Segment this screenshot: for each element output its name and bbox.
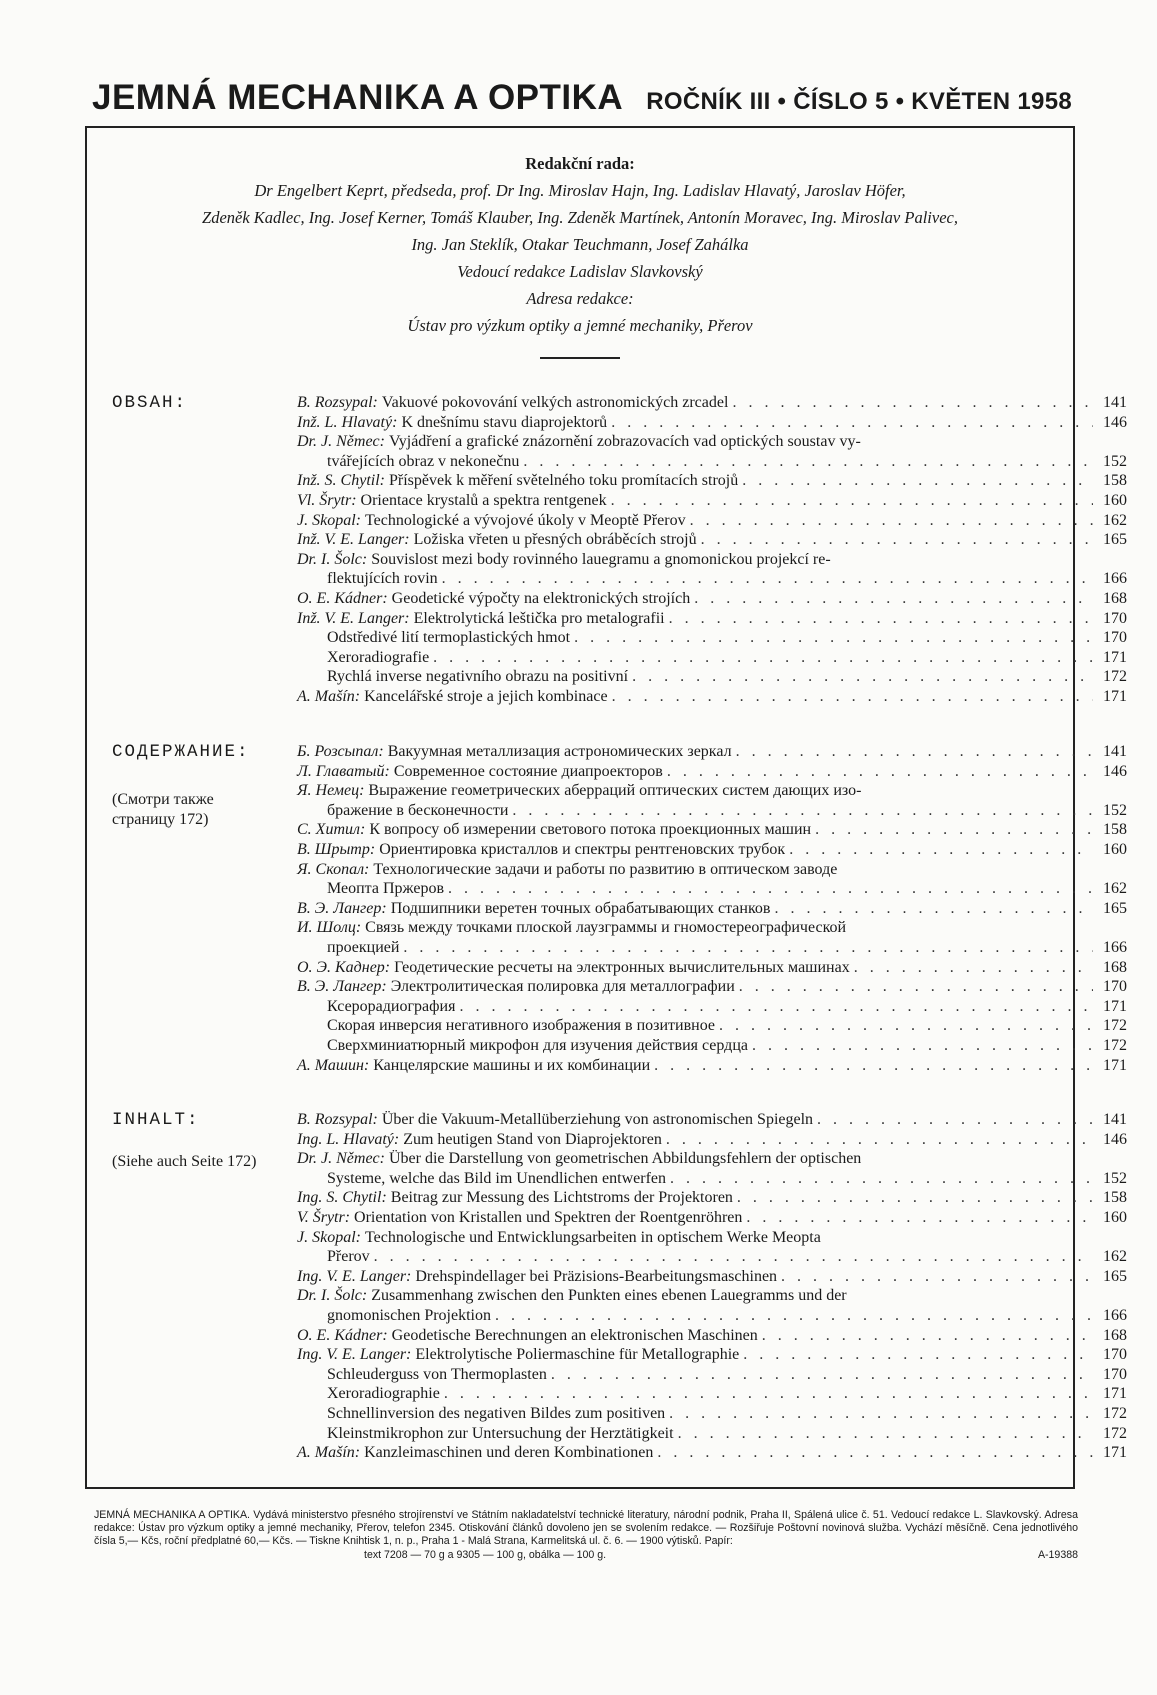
entry-title: К вопросу об измерении светового потока проекционных машин [369, 821, 812, 839]
toc-entry [297, 1130, 1127, 1150]
entry-author: И. Шолц: [297, 919, 362, 937]
dot-leader [678, 1424, 1093, 1444]
entry-title: Zusammenhang zwischen den Punkten eines ebenen Lauegramms und der [371, 1287, 847, 1305]
entry-author: O. E. Kádner: [297, 1326, 388, 1344]
toc-entry [297, 781, 1127, 801]
entry-title: Сверхминиатюрный микрофон для изучения действия сердца [327, 1036, 748, 1054]
toc-entry [297, 1110, 1127, 1130]
dot-leader [632, 667, 1093, 687]
dot-leader [374, 1247, 1093, 1267]
dot-leader [815, 820, 1093, 840]
entry-title: Příspěvek k měření světelného toku promítacích strojů [389, 472, 739, 490]
entry-page: 170 [1103, 609, 1127, 627]
toc-entry [297, 1326, 1127, 1346]
toc-entry [297, 762, 1127, 782]
toc-entry [297, 1384, 1127, 1404]
toc-entry [297, 550, 1127, 570]
entry-author: Dr. I. Šolc: [297, 1287, 368, 1305]
entry-page: 171 [1103, 1385, 1127, 1403]
entry-title: Kanzleimaschinen und deren Kombinationen [364, 1444, 654, 1462]
entry-title: Геодетические pесчеты на электронных вычислительных машинах [394, 958, 850, 976]
entry-author: А. Машин: [297, 1056, 370, 1074]
entry-author: Inž. L. Hlavatý: [297, 413, 398, 431]
editorial-board [100, 150, 1060, 359]
toc-entry [297, 393, 1127, 413]
entry-page: 172 [1103, 1424, 1127, 1442]
toc-entry [297, 840, 1127, 860]
dot-leader [512, 801, 1093, 821]
entry-page: 165 [1103, 531, 1127, 549]
entry-title: Technologische und Entwicklungsarbeiten in optischem Werke Meopta [364, 1228, 821, 1246]
entry-author: A. Mašín: [297, 1444, 361, 1462]
board-line: Ing. Jan Steklík, Otakar Teuchmann, Josef Zahálka [411, 235, 749, 254]
dot-leader [817, 1110, 1093, 1130]
dot-leader [762, 1326, 1093, 1346]
entry-title: Orientation von Kristallen und Spektren der Roentgenröhren [354, 1208, 743, 1226]
toc-entry [297, 820, 1127, 840]
toc-entry [297, 1228, 1127, 1248]
toc-entry [297, 1036, 1127, 1056]
board-line: Ústav pro výzkum optiky a jemné mechaniky, Přerov [407, 316, 753, 335]
section-note: (Смотри также страницу 172) [112, 791, 214, 828]
dot-leader [743, 1345, 1093, 1365]
entry-author: O. E. Kádner: [297, 589, 388, 607]
dot-leader [448, 879, 1093, 899]
entry-title: gnomonischen Projektion [327, 1306, 491, 1324]
entry-author: Ing. S. Chytil: [297, 1189, 387, 1207]
entry-page: 168 [1103, 1326, 1127, 1344]
entry-author: Inž. V. E. Langer: [297, 531, 410, 549]
entry-author: B. Rozsypal: [297, 1111, 378, 1128]
toc-entry [297, 648, 1127, 668]
entry-page: 166 [1103, 938, 1127, 956]
entry-page: 171 [1103, 648, 1127, 666]
dot-leader [669, 1404, 1093, 1424]
entry-title: Odstředivé lití termoplastických hmot [327, 629, 571, 647]
entry-page: 171 [1103, 687, 1127, 705]
entry-author: В. Шрытр: [297, 840, 376, 858]
toc-entry [297, 801, 1127, 821]
board-line: Adresa redakce: [526, 289, 634, 308]
entry-title: Ložiska vřeten u přesných obráběcích strojů [413, 531, 697, 549]
entry-title: Вакуумная металлизация астрономических зеркал [387, 743, 732, 760]
entry-title: K dnešnímu stavu diaprojektorů [401, 413, 608, 431]
dot-leader [611, 413, 1093, 433]
dot-leader [666, 1130, 1093, 1150]
dot-leader [690, 511, 1093, 531]
dot-leader [433, 648, 1093, 668]
entry-author: В. Э. Лангер: [297, 978, 387, 996]
entry-title: Ориентировка кристаллов и спектры рентгеновских трубок [379, 840, 786, 858]
toc-entry [297, 879, 1127, 899]
entry-page: 152 [1103, 801, 1127, 819]
entry-title: Schleuderguss von Thermoplasten [327, 1365, 547, 1383]
entry-page: 141 [1103, 1111, 1127, 1128]
entry-page: 170 [1103, 978, 1127, 996]
entry-title: Beitrag zur Messung des Lichtstroms der Projektoren [390, 1189, 733, 1207]
entry-author: Б. Розсыпал: [297, 743, 384, 760]
entry-page: 160 [1103, 1208, 1127, 1226]
entry-page: 158 [1103, 821, 1127, 839]
entry-page: 160 [1103, 840, 1127, 858]
toc-entry [297, 1188, 1127, 1208]
dot-leader [746, 1208, 1093, 1228]
dot-leader [574, 628, 1093, 648]
entry-title: Выражение геометрических аберраций оптических систем дающих изо- [368, 782, 862, 800]
dot-leader [551, 1365, 1093, 1385]
toc-entry [297, 742, 1127, 762]
toc-entry [297, 1443, 1127, 1463]
entry-page: 160 [1103, 491, 1127, 509]
entry-author: B. Rozsypal: [297, 394, 378, 411]
entry-author: Dr. I. Šolc: [297, 550, 368, 568]
entry-author: О. Э. Каднер: [297, 958, 391, 976]
entry-title: tvářejících obraz v nekonečnu [327, 452, 520, 470]
board-line: Zdeněk Kadlec, Ing. Josef Kerner, Tomáš Klauber, Ing. Zdeněk Martínek, Antonín Moravec, Ing. Miroslav Palivec, [202, 208, 958, 227]
entry-page: 172 [1103, 668, 1127, 686]
entry-author: Я. Немец: [297, 782, 365, 800]
entry-page: 166 [1103, 570, 1127, 588]
toc-entry [297, 1208, 1127, 1228]
entry-title: Ксерорадиография [327, 997, 456, 1015]
entry-title: Elektrolytická leštička pro metalografii [413, 609, 665, 627]
entry-title: Geodetické výpočty na elektronických strojích [391, 589, 691, 607]
entry-author: J. Skopal: [297, 1228, 361, 1246]
toc-entry [297, 471, 1127, 491]
toc-entry [297, 958, 1127, 978]
colophon-last-line [94, 1549, 1078, 1562]
entry-title: Xeroradiografie [327, 648, 430, 666]
entry-page: 146 [1103, 1130, 1127, 1148]
entry-title: Электролитическая полировка для металлографии [390, 978, 735, 996]
entry-page: 165 [1103, 1267, 1127, 1285]
entry-title: Канцелярские машины и их комбинации [373, 1056, 651, 1074]
dot-leader [612, 687, 1093, 707]
divider [540, 357, 620, 359]
dot-leader [732, 393, 1093, 413]
entry-title: Přerov [327, 1248, 370, 1266]
toc-entry [297, 569, 1127, 589]
entry-page: 162 [1103, 511, 1127, 529]
entry-title: Zum heutigen Stand von Diaprojektoren [403, 1130, 662, 1148]
paper-spec: text 7208 — 70 g a 9305 — 100 g, obálka — 100 g. [364, 1548, 607, 1561]
dot-leader [654, 1056, 1093, 1076]
dot-leader [736, 742, 1093, 762]
entry-page: 141 [1103, 743, 1127, 760]
entry-author: Vl. Šrytr: [297, 491, 357, 509]
toc-entry [297, 687, 1127, 707]
toc-entry [297, 452, 1127, 472]
entry-page: 172 [1103, 1017, 1127, 1035]
entry-author: Ing. V. E. Langer: [297, 1346, 412, 1364]
entry-author: Dr. J. Němec: [297, 433, 385, 451]
toc-entry [297, 432, 1127, 452]
entry-title: Kleinstmikrophon zur Untersuchung der Herztätigkeit [327, 1424, 674, 1442]
dot-leader [459, 997, 1093, 1017]
toc-entry [297, 511, 1127, 531]
entry-page: 166 [1103, 1306, 1127, 1324]
entry-author: Inž. S. Chytil: [297, 472, 385, 490]
toc-entry [297, 1365, 1127, 1385]
entry-page: 172 [1103, 1036, 1127, 1054]
dot-leader [694, 589, 1093, 609]
section-heading: СОДЕРЖАНИЕ: [112, 742, 250, 762]
entry-title: Systeme, welche das Bild im Unendlichen entwerfen [327, 1169, 667, 1187]
entry-page: 172 [1103, 1404, 1127, 1422]
issue-info: ROČNÍK III • ČÍSLO 5 • KVĚTEN 1958 [646, 88, 1072, 115]
toc-entry [297, 589, 1127, 609]
dot-leader [667, 762, 1093, 782]
entry-author: Ing. V. E. Langer: [297, 1267, 412, 1285]
journal-title: JEMNÁ MECHANIKA A OPTIKA [92, 78, 624, 117]
section-note: (Siehe auch Seite 172) [112, 1153, 257, 1170]
entry-title: Geodetische Berechnungen an elektronischen Maschinen [391, 1326, 758, 1344]
dot-leader [789, 840, 1093, 860]
dot-leader [657, 1443, 1093, 1463]
toc-entry [297, 413, 1127, 433]
entry-author: Dr. J. Němec: [297, 1150, 385, 1168]
dot-leader [781, 1267, 1093, 1287]
toc-entry [297, 977, 1127, 997]
entry-author: Л. Главатый: [297, 762, 390, 780]
entry-title: Скорая инверсия негативного изображения в позитивное [327, 1017, 715, 1035]
colophon [94, 1509, 1078, 1562]
entry-page: 165 [1103, 899, 1127, 917]
entry-page: 152 [1103, 452, 1127, 470]
entry-title: Меопта Пржеров [327, 880, 445, 898]
section-heading: INHALT: [112, 1110, 200, 1130]
entry-title: бражение в бесконечности [327, 801, 509, 819]
entry-title: Technologické a vývojové úkoly v Meoptě Přerov [364, 511, 686, 529]
entry-page: 162 [1103, 1248, 1127, 1266]
entry-page: 170 [1103, 1365, 1127, 1383]
dot-leader [611, 491, 1093, 511]
entry-title: Über die Darstellung von geometrischen Abbildungsfehlern der optischen [388, 1150, 862, 1168]
entry-author: В. Э. Лангер: [297, 899, 387, 917]
entry-page: 158 [1103, 1189, 1127, 1207]
entry-title: Vakuové pokovování velkých astronomických zrcadel [381, 394, 729, 411]
toc-entry [297, 1306, 1127, 1326]
dot-leader [670, 1169, 1093, 1189]
board-heading: Redakční rada: [525, 154, 635, 173]
toc-entry [297, 1286, 1127, 1306]
entry-page: 170 [1103, 629, 1127, 647]
dot-leader [669, 609, 1093, 629]
dot-leader [523, 452, 1093, 472]
entry-title: Связь между точками плоской лаузграммы и гномостереографической [365, 919, 847, 937]
dot-leader [737, 1188, 1093, 1208]
toc-entry [297, 1016, 1127, 1036]
dot-leader [444, 1384, 1093, 1404]
dot-leader [495, 1306, 1093, 1326]
entry-title: flektujících rovin [327, 570, 438, 588]
masthead [92, 78, 1072, 118]
board-line: Vedoucí redakce Ladislav Slavkovský [457, 262, 703, 281]
entry-page: 171 [1103, 1444, 1127, 1462]
entry-author: Ing. L. Hlavatý: [297, 1130, 400, 1148]
entry-page: 146 [1103, 413, 1127, 431]
dot-leader [403, 938, 1093, 958]
entry-page: 168 [1103, 589, 1127, 607]
entry-author: Inž. V. E. Langer: [297, 609, 410, 627]
toc-entry [297, 1247, 1127, 1267]
entry-author: Я. Скопал: [297, 860, 370, 878]
entry-page: 158 [1103, 472, 1127, 490]
entry-author: С. Хитил: [297, 821, 366, 839]
toc-entry [297, 1056, 1127, 1076]
entry-page: 171 [1103, 1056, 1127, 1074]
toc-list [297, 393, 1127, 707]
colophon-text: JEMNÁ MECHANIKA A OPTIKA. Vydává ministerstvo přesného strojírenství ve Státním nakladatelství technické literatury, národní podnik, Praha II, Spálená ulice č. 51. Vedoucí redakce L. Slavkovský. Adresa redakce: Ústav pro výzkum optiky a jemné mechaniky, Přerov, telefon 2345. Otiskování článků dovoleno jen se svolením redakce. — Rozšiřuje Poštovní novinová služba. Vychází měsíčně. Cena jednotlivého čísla 5,— Kčs, roční předplatné 60,— Kčs. — Tiskne Knihtisk 1, n. p., Praha 1 - Malá Strana, Karmelitská ul. č. 6. — 1900 výtisků. Papír: [94, 1509, 1078, 1548]
entry-page: 170 [1103, 1346, 1127, 1364]
entry-author: A. Mašín: [297, 687, 361, 705]
entry-title: Drehspindellager bei Präzisions-Bearbeitungsmaschinen [415, 1267, 778, 1285]
toc-entry [297, 1345, 1127, 1365]
entry-title: Elektrolytische Poliermaschine für Metallographie [415, 1346, 740, 1364]
toc-entry [297, 1404, 1127, 1424]
entry-title: Schnellinversion des negativen Bildes zum positiven [327, 1404, 666, 1422]
toc-entry [297, 938, 1127, 958]
entry-page: 146 [1103, 762, 1127, 780]
dot-leader [442, 569, 1093, 589]
toc-entry [297, 1424, 1127, 1444]
dot-leader [701, 530, 1093, 550]
entry-title: Kancelářské stroje a jejich kombinace [364, 687, 608, 705]
toc-entry [297, 491, 1127, 511]
toc-entry [297, 1267, 1127, 1287]
dot-leader [854, 958, 1093, 978]
entry-title: Vyjádření a grafické znázornění zobrazovacích vad optických soustav vy- [388, 433, 861, 451]
entry-title: Технологические задачи и работы по развитию в оптическом заводе [373, 860, 838, 878]
entry-title: Подшипники веретен точных обрабатывающих станков [390, 899, 771, 917]
entry-page: 168 [1103, 958, 1127, 976]
toc-entry [297, 918, 1127, 938]
toc-list [297, 1110, 1127, 1463]
entry-title: Rychlá inverse negativního obrazu na positivní [327, 668, 629, 686]
entry-title: Orientace krystalů a spektra rentgenek [360, 491, 607, 509]
toc-entry [297, 860, 1127, 880]
board-line: Dr Engelbert Keprt, předseda, prof. Dr Ing. Miroslav Hajn, Ing. Ladislav Hlavatý, Jaroslav Höfer, [254, 181, 906, 200]
entry-page: 152 [1103, 1169, 1127, 1187]
toc-entry [297, 1169, 1127, 1189]
entry-page: 141 [1103, 394, 1127, 411]
toc-entry [297, 1149, 1127, 1169]
entry-title: Современное состояние диапроекторов [393, 762, 663, 780]
entry-page: 162 [1103, 880, 1127, 898]
toc-entry [297, 899, 1127, 919]
toc-entry [297, 628, 1127, 648]
toc-entry [297, 667, 1127, 687]
entry-page: 171 [1103, 997, 1127, 1015]
entry-author: V. Šrytr: [297, 1208, 351, 1226]
entry-title: проекцией [327, 938, 400, 956]
toc-entry [297, 609, 1127, 629]
section-heading: OBSAH: [112, 393, 188, 413]
dot-leader [752, 1036, 1093, 1056]
dot-leader [719, 1016, 1093, 1036]
entry-author: J. Skopal: [297, 511, 361, 529]
entry-title: Xeroradiographie [327, 1385, 440, 1403]
dot-leader [742, 471, 1093, 491]
print-code: A-19388 [1037, 1548, 1078, 1561]
dot-leader [739, 977, 1093, 997]
toc-list [297, 742, 1127, 1075]
toc-entry [297, 530, 1127, 550]
entry-title: Souvislost mezi body rovinného lauegramu a gnomonickou projekcí re- [371, 550, 831, 568]
entry-title: Über die Vakuum-Metallüberziehung von astronomischen Spiegeln [381, 1111, 814, 1128]
dot-leader [774, 899, 1093, 919]
toc-entry [297, 997, 1127, 1017]
